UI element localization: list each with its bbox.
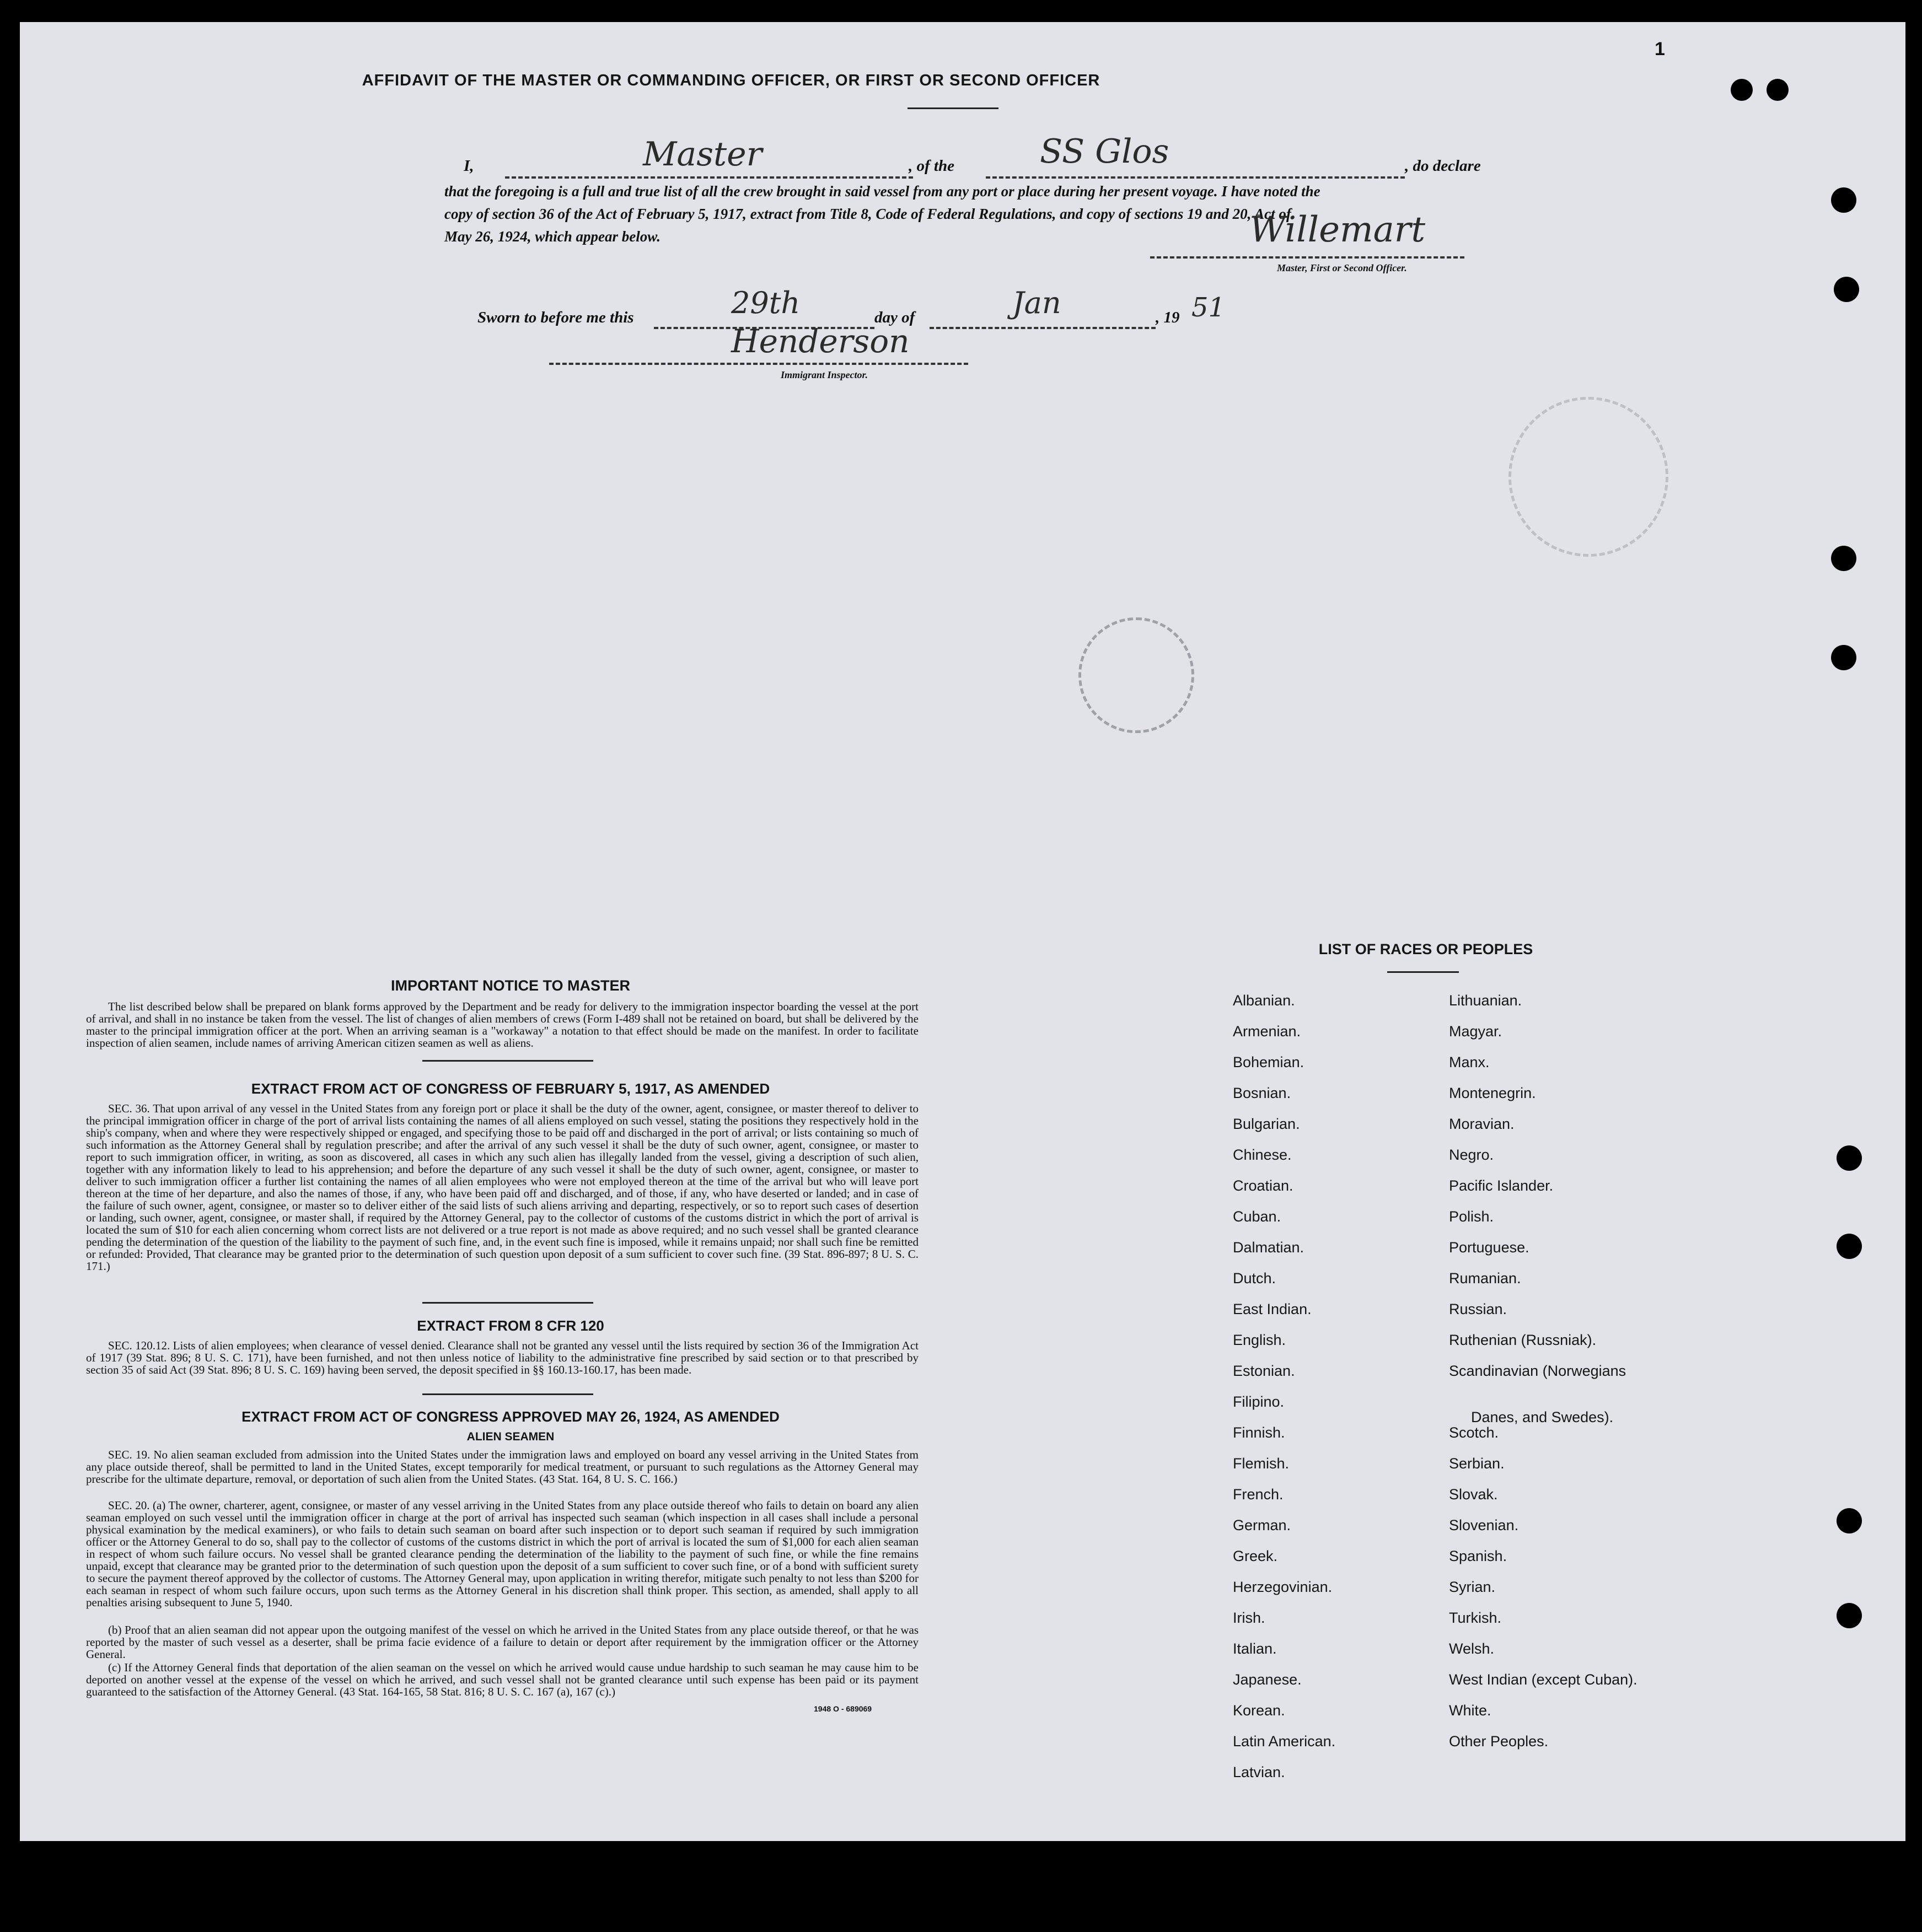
race-item: Japanese. [1233, 1671, 1302, 1688]
document-page [20, 22, 1905, 1841]
center-postmark-stamp [1078, 617, 1194, 733]
corner-dot-1 [1731, 79, 1753, 101]
extract1924-para4: (c) If the Attorney General finds that deportation of the alien seaman on the vessel on which he arrived would cause undue hardship to such seaman he may cause him to be deported on another vessel at the expense of the vessel on which he arrived, and such vessel shall not be granted clearance until such expense has been paid or its payment guaranteed to the satisfaction of the Attorney General. (43 Stat. 164-165, 58 Stat. 816; 8 U. S. C. 167 (a), 167 (c).) [86, 1661, 919, 1698]
vessel-name-line [986, 176, 1405, 179]
race-item: English. [1233, 1332, 1286, 1348]
of-the-label: , of the [909, 157, 954, 175]
races-title: LIST OF RACES OR PEOPLES [1318, 941, 1533, 957]
extract1924-para3: (b) Proof that an alien seaman did not appear upon the outgoing manifest of the vessel on which he arrived in the United States from any place outside thereof, or that he was reported by the master of such vessel as a deserter, shall be prima facie evidence of a failure to detain or deport after requirement by the immigration officer or the Attorney General. [86, 1623, 919, 1661]
punch-hole [1837, 1508, 1862, 1533]
affidavit-body-line3: May 26, 1924, which appear below. [444, 228, 661, 245]
punch-hole [1831, 187, 1856, 213]
race-item: Scandinavian (Norwegians [1449, 1363, 1626, 1379]
race-item: Other Peoples. [1449, 1733, 1549, 1750]
race-item: Irish. [1233, 1610, 1265, 1626]
inspector-signature: Henderson [731, 322, 910, 360]
race-item: Montenegrin. [1449, 1085, 1536, 1101]
print-code: 1948 O - 689069 [814, 1704, 872, 1713]
month-value: Jan [1012, 286, 1061, 320]
race-item: Bulgarian. [1233, 1116, 1300, 1132]
extract1917-rule [422, 1302, 593, 1304]
races-rule [1387, 971, 1459, 973]
race-item: Latvian. [1233, 1764, 1285, 1780]
master-signature-line [1150, 256, 1464, 259]
race-item: Portuguese. [1449, 1239, 1529, 1256]
day-of-label: day of [874, 309, 915, 326]
race-item: Latin American. [1233, 1733, 1336, 1750]
punch-hole [1834, 277, 1859, 302]
vessel-name-value: SS Glos [1040, 132, 1169, 171]
race-item: Slovak. [1449, 1486, 1498, 1503]
extract1917-text: SEC. 36. That upon arrival of any vessel in the United States from any foreign port or place it shall be the duty of the owner, agent, consignee, or master thereof to deliver to the principal immigration officer in charge of the port of arrival lists containing the names of all aliens employed on such vessel, stating the positions they respectively hold in the ship's company, when and where they were respectively shipped or engaged, and specifying those to be paid off and discharged in the port of arrival; or lists containing so much of such information as the Attorney General shall by regulation prescribe; and after the arrival of any such vessel it shall be the duty of such owner, agent, consignee, or master to report to such immigration officer, in writing, as soon as discovered, all cases in which any such alien has illegally landed from the vessel, giving a description of such alien, together with any information likely to lead to his apprehension; and before the departure of any such vessel it shall be the duty of such owner, agent, consignee, or master to deliver to such immigration officer a further list containing the names of all alien employees who were not employed thereon at the time of the arrival but who will leave port thereon at the time of her departure, and also the names of those, if any, who have been paid off and discharged, and of those, if any, who have deserted or landed; and in case of the failure of such owner, agent, consignee, or master so to deliver either of the said lists of such aliens arriving and departing, respectively, or so to report such cases of desertion or landing, such owner, agent, consignee, or master shall, if required by the Attorney General, pay to the collector of customs of the customs district in which the port of arrival is located the sum of $10 for each alien concerning whom correct lists are not delivered or a true report is not made as above required; and no such vessel shall be granted clearance pending the determination of the question of the liability to the payment of such fine, and, in the event such fine is imposed, while it remains unpaid; nor shall such fine be remitted or refunded: Provided, That clearance may be granted prior to the determination of such question upon deposit of a sum sufficient to cover such fine. (39 Stat. 896-897; 8 U. S. C. 171.) [86, 1102, 919, 1273]
year-prefix: , 19 [1156, 309, 1180, 326]
race-item: Filipino. [1233, 1393, 1285, 1410]
race-item: Danes, and Swedes). [1471, 1409, 1614, 1425]
punch-hole [1837, 1145, 1862, 1171]
race-item: Italian. [1233, 1640, 1277, 1657]
race-item: Turkish. [1449, 1610, 1502, 1626]
race-item: Herzegovinian. [1233, 1579, 1333, 1595]
race-item: Korean. [1233, 1702, 1285, 1719]
i-label: I, [464, 157, 474, 175]
race-item: Welsh. [1449, 1640, 1495, 1657]
race-item: Bosnian. [1233, 1085, 1291, 1101]
affidavit-title: AFFIDAVIT OF THE MASTER OR COMMANDING OFFICER, OR FIRST OR SECOND OFFICER [362, 72, 1100, 89]
affidavit-body-line1: that the foregoing is a full and true list of all the crew brought in said vessel from any port or place during her present voyage. I have noted the [444, 183, 1320, 200]
race-item: Cuban. [1233, 1208, 1281, 1225]
race-item: East Indian. [1233, 1301, 1312, 1317]
race-item: Flemish. [1233, 1455, 1290, 1472]
race-item: Bohemian. [1233, 1054, 1304, 1070]
race-item: Finnish. [1233, 1424, 1285, 1441]
inspector-caption: Immigrant Inspector. [781, 369, 868, 380]
sworn-label: Sworn to before me this [477, 309, 634, 326]
extract1924-para1: SEC. 19. No alien seaman excluded from admission into the United States under the immigration laws and employed on board any vessel arriving in the United States from any place outside thereof, shall be permitted to land in the United States, except temporarily for medical treatment, or pursuant to such regulations as the Attorney General may prescribe for the ultimate departure, removal, or deportation of such alien from the United States. (43 Stat. 164, 8 U. S. C. 166.) [86, 1448, 919, 1486]
year-value: 51 [1191, 292, 1226, 323]
race-item: Manx. [1449, 1054, 1490, 1070]
notice-rule [422, 1060, 593, 1062]
extract1924-para2: SEC. 20. (a) The owner, charterer, agent, consignee, or master of any vessel arriving in the United States from any place outside thereof who fails to detain on board any alien seaman employed on such vessel until the immigration officer in charge at the port of arrival has inspected such seaman (which inspection in all cases shall include a personal physical examination by the medical examiners), or who fails to detain such seaman on board after such inspection or to deport such seaman if required by such immigration officer or the Attorney General to do so, shall pay to the collector of customs of the customs district in which the port of arrival is located the sum of $1,000 for each alien seaman in respect of whom such failure occurs. No vessel shall be granted clearance pending the determination of the liability to the payment of such fine, or while the fine remains unpaid, except that clearance may be granted prior to the determination of such question upon the deposit of a sum sufficient to cover such fine, or of a bond with sufficient surety to secure the payment thereof approved by the collector of customs. The Attorney General may, upon application in writing therefor, mitigate such penalty to not less than $200 for each seaman in respect of whom such failure occurs, upon such terms as the Attorney General in his discretion shall think proper. This section, as amended, shall apply to all penalties arising subsequent to June 5, 1940. [86, 1499, 919, 1609]
master-name-value: Master [643, 135, 763, 174]
extractCFR-title: EXTRACT FROM 8 CFR 120 [417, 1317, 604, 1334]
extract1917-title: EXTRACT FROM ACT OF CONGRESS OF FEBRUARY 5, 1917, AS AMENDED [251, 1080, 770, 1097]
master-signature: Willemart [1249, 209, 1426, 250]
master-signature-caption: Master, First or Second Officer. [1277, 262, 1407, 273]
race-item: German. [1233, 1517, 1291, 1533]
punch-hole [1837, 1234, 1862, 1259]
race-item: Magyar. [1449, 1023, 1502, 1040]
race-item: Spanish. [1449, 1548, 1507, 1564]
race-item: Moravian. [1449, 1116, 1515, 1132]
race-item: Greek. [1233, 1548, 1278, 1564]
do-declare-label: , do declare [1405, 157, 1481, 175]
race-item: Estonian. [1233, 1363, 1295, 1379]
race-item: Scotch. [1449, 1424, 1499, 1441]
race-item: Ruthenian (Russniak). [1449, 1332, 1597, 1348]
race-item: Pacific Islander. [1449, 1177, 1554, 1194]
title-rule [908, 107, 998, 109]
inspector-line [549, 363, 968, 365]
extractCFR-rule [422, 1393, 593, 1395]
race-item: French. [1233, 1486, 1284, 1503]
race-item: Syrian. [1449, 1579, 1496, 1595]
extract1924-subtitle: ALIEN SEAMEN [466, 1430, 555, 1443]
extractCFR-text: SEC. 120.12. Lists of alien employees; when clearance of vessel denied. Clearance shall not be granted any vessel until the lists required by section 36 of the Immigration Act of 1917 (39 Stat. 896; 8 U. S. C. 171), have been furnished, and not then unless notice of liability to the administrative fine prescribed by said section or to that prescribed by section 35 of said Act (39 Stat. 896; 8 U. S. C. 169) having been served, the deposit specified in §§ 160.13-160.17, has been made. [86, 1339, 919, 1376]
punch-hole [1837, 1603, 1862, 1628]
affidavit-body-line2: copy of section 36 of the Act of February 5, 1917, extract from Title 8, Code of Federal Regulations, and copy of sections 19 and 20, Act of [444, 206, 1291, 222]
race-item: Slovenian. [1449, 1517, 1519, 1533]
race-item: Dutch. [1233, 1270, 1276, 1287]
race-item: Polish. [1449, 1208, 1494, 1225]
race-item: White. [1449, 1702, 1491, 1719]
corner-mark: 1 [1655, 39, 1665, 60]
race-item: Russian. [1449, 1301, 1507, 1317]
race-item: Rumanian. [1449, 1270, 1521, 1287]
faint-seal-stamp [1508, 397, 1668, 557]
day-value: 29th [731, 286, 801, 320]
master-name-line [505, 176, 913, 179]
race-item: Croatian. [1233, 1177, 1293, 1194]
notice-text: The list described below shall be prepared on blank forms approved by the Department and be ready for delivery to the immigration inspector boarding the vessel at the port of arrival, and shall in no instance be taken from the vessel. The list of changes of alien members of crews (Form I-489 shall not be retained on board, but shall be delivered by the master to the principal immigration officer at the port. When an arriving seaman is a "workaway" a notation to that effect should be made on the manifest. In order to facilitate inspection of alien seamen, include names of arriving American citizen seamen as well as aliens. [86, 1000, 919, 1050]
race-item: Serbian. [1449, 1455, 1505, 1472]
extract1924-title: EXTRACT FROM ACT OF CONGRESS APPROVED MAY 26, 1924, AS AMENDED [241, 1408, 780, 1425]
race-item: Dalmatian. [1233, 1239, 1304, 1256]
race-item: Negro. [1449, 1147, 1494, 1163]
race-item: Chinese. [1233, 1147, 1292, 1163]
punch-hole [1831, 546, 1856, 571]
race-item: Lithuanian. [1449, 992, 1522, 1009]
punch-hole [1831, 645, 1856, 670]
notice-title: IMPORTANT NOTICE TO MASTER [391, 977, 630, 994]
race-item: West Indian (except Cuban). [1449, 1671, 1638, 1688]
month-line [930, 327, 1156, 329]
race-item: Armenian. [1233, 1023, 1301, 1040]
corner-dot-2 [1767, 79, 1789, 101]
race-item: Albanian. [1233, 992, 1295, 1009]
